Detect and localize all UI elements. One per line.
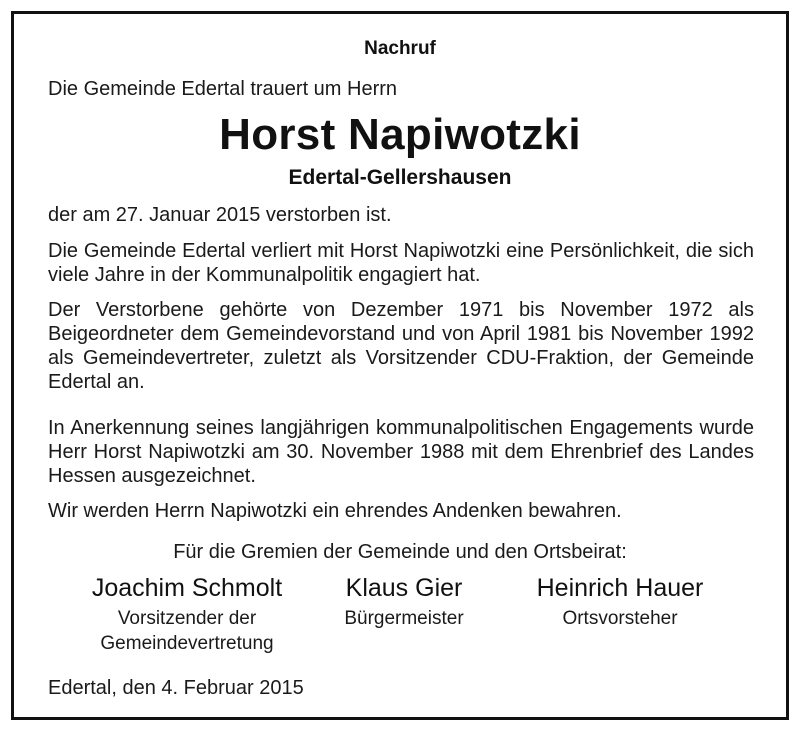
signature-block <box>322 574 486 631</box>
deceased-name: Horst Napiwotzki <box>219 110 581 159</box>
paragraph-remembrance: Wir werden Herrn Napiwotzki ein ehrendes Andenken bewahren. <box>48 500 622 522</box>
intro-line: Die Gemeinde Edertal trauert um Herrn <box>48 78 398 100</box>
paragraph-tribute: Die Gemeinde Edertal verliert mit Horst Napiwotzki eine Persönlichkeit, die sich viele Jahre in der Kommunalpolitik engagiert hat. <box>48 240 754 286</box>
paragraph-honor: In Anerkennung seines langjährigen kommunalpolitischen Engagements wurde Herr Horst Napiwotzki am 30. November 1988 mit dem Ehrenbrief des Landes Hessen ausgezeichnet. <box>48 417 754 487</box>
dateline: Edertal, den 4. Februar 2015 <box>48 677 304 699</box>
committee-line: Für die Gremien der Gemeinde und den Ortsbeirat: <box>173 541 627 563</box>
signatory-role: Ortsvorsteher <box>562 608 678 629</box>
paragraph-career: Der Verstorbene gehörte von Dezember 1971 bis November 1972 als Beigeordneter dem Gemeindevorstand und von April 1981 bis November 1992 als Gemeindevertreter, zuletzt als Vorsitzender CDU-Fraktion, der Gemeinde Edertal an. <box>48 299 754 393</box>
signatory-name: Joachim Schmolt <box>91 574 283 602</box>
signatory-name: Klaus Gier <box>345 574 463 602</box>
signatory-role: Bürgermeister <box>344 608 464 629</box>
paragraph-death-date: der am 27. Januar 2015 verstorben ist. <box>48 204 392 226</box>
signature-block <box>74 574 300 656</box>
notice-heading: Nachruf <box>364 38 436 59</box>
signatory-name: Heinrich Hauer <box>536 574 704 602</box>
signatory-role: Vorsitzender der Gemeindevertretung <box>100 608 274 654</box>
deceased-place: Edertal-Gellershausen <box>288 166 512 189</box>
signature-block <box>508 574 732 631</box>
obituary-notice <box>11 11 789 720</box>
